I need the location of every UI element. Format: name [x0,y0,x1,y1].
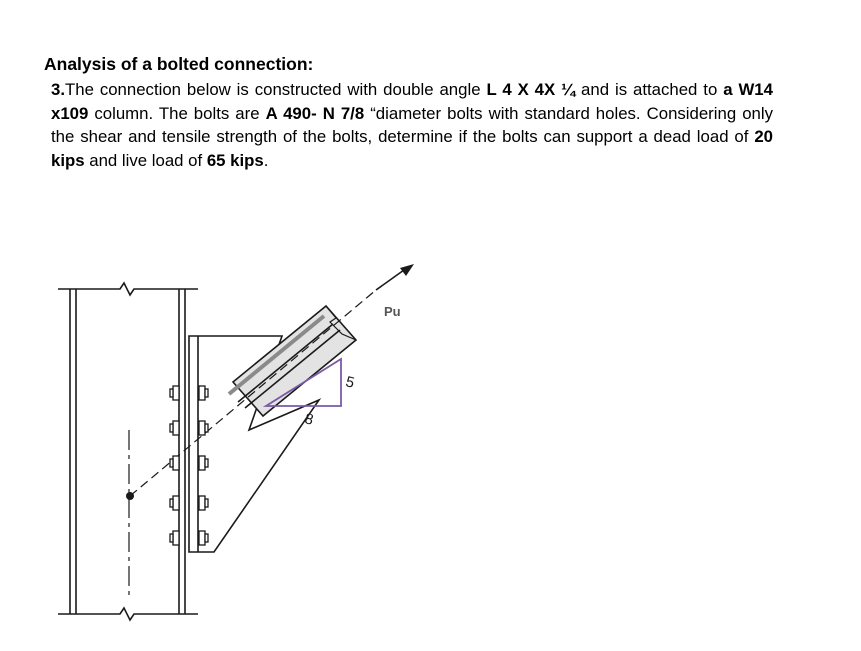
dead-load-value: 20 kips [51,127,773,170]
top-break-line [58,283,198,295]
bolt [199,496,208,510]
problem-number: 3. [51,80,65,99]
load-arrow-head [400,264,414,276]
bolt [170,456,179,470]
bolt [170,421,179,435]
slope-rise-label: 5 [343,373,357,392]
angle-designation: L 4 X 4X ¼ [486,80,576,99]
column-right-flange [179,289,185,614]
bolt [170,531,179,545]
slope-run-label: 8 [302,410,316,429]
load-label: Pu [384,304,401,319]
column-designation: a W14 x109 [51,80,773,123]
bolt [170,496,179,510]
bolt [170,386,179,400]
bolt [199,531,208,545]
load-line-of-action [130,290,376,496]
bolt [199,421,208,435]
bottom-break-line [58,608,198,620]
column-left-flange [70,289,76,614]
section-heading: Analysis of a bolted connection: [44,54,314,74]
bolt [199,386,208,400]
bolt-group-left [170,386,179,545]
work-point [126,492,134,500]
live-load-value: 65 kips [206,150,264,170]
problem-statement: 3.The connection below is constructed with double angle L 4 X 4X ¼ and is attached to a W14 x109 column. The bolts are A 490- N 7/8 “diameter bolts with standard holes. Considering only the shear and tensile strength of the bolts, determine if the bolts can support a dead load of 20 kips and live load of 65 kips. [51,80,773,170]
load-arrow-shaft [376,270,404,290]
bolt-designation: A 490- N 7/8 [265,103,365,123]
bolt-group-right [199,386,208,545]
bolt [199,456,208,470]
